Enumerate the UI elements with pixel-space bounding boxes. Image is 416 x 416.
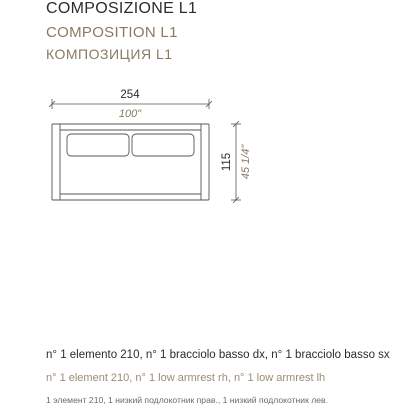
description-italian: n° 1 elemento 210, n° 1 bracciolo basso dx, n° 1 bracciolo basso sx <box>46 349 390 361</box>
description-english: n° 1 element 210, n° 1 low armrest rh, n° 1 low armrest lh <box>46 372 326 384</box>
depth-cm-label: 115 <box>221 152 233 172</box>
title-italian: COMPOSIZIONE L1 <box>46 0 198 17</box>
description-russian: 1 элемент 210, 1 низкий подлокотник прав., 1 низкий подлокотник лев. <box>46 395 328 405</box>
sofa-outline <box>52 124 209 200</box>
width-cm-label: 254 <box>120 89 140 101</box>
title-english: COMPOSITION L1 <box>46 24 178 41</box>
title-russian: КОМПОЗИЦИЯ L1 <box>46 46 173 62</box>
width-inch-label: 100" <box>118 108 142 120</box>
depth-inch-label: 45 1/4" <box>240 144 252 180</box>
